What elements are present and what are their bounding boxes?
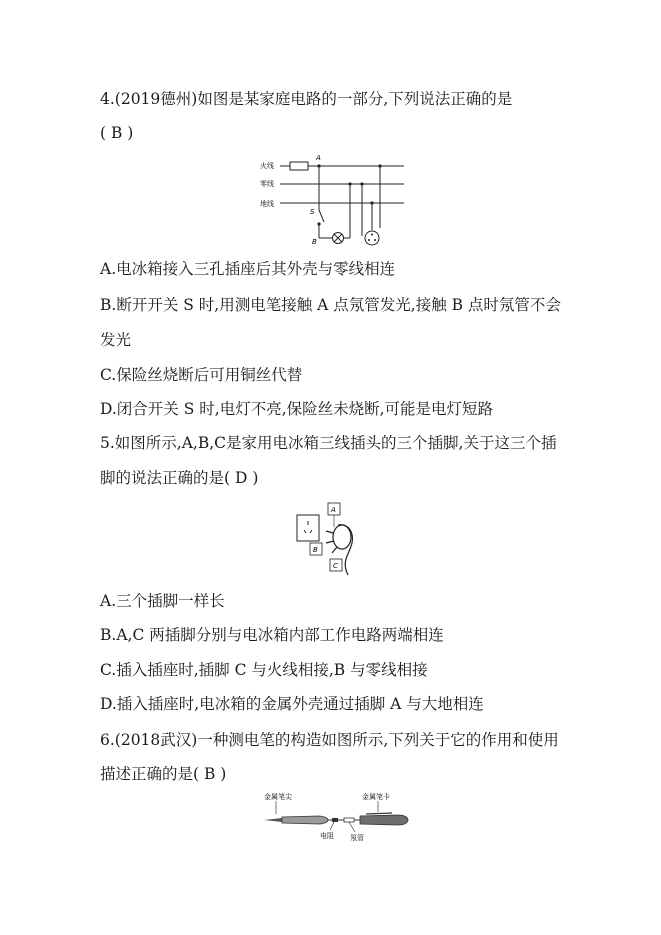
socket-hole-right: [374, 239, 376, 241]
pen-rear-barrel: [360, 815, 408, 825]
plug-pin-a: [326, 531, 333, 533]
socket-icon: [365, 231, 379, 245]
socket-hole-top: [371, 234, 373, 236]
q5-option-d: D.插入插座时,电冰箱的金属外壳通过插脚 A 与大地相连: [100, 695, 484, 713]
q4-option-d: D.闭合开关 S 时,电灯不亮,保险丝未烧断,可能是电灯短路: [100, 400, 494, 418]
wall-socket-icon: [297, 515, 319, 541]
switch-icon: [319, 210, 324, 222]
q6-stem-line2: 描述正确的是( B ): [100, 765, 227, 783]
q5-option-a: A.三个插脚一样长: [100, 592, 225, 610]
leader-resistor: [330, 822, 334, 830]
label-metal-clip: 金属笔卡: [362, 793, 390, 801]
q6-test-pen-figure: [258, 788, 418, 844]
label-c: C: [333, 562, 338, 570]
leader-neon: [349, 822, 355, 832]
resistor-icon: [332, 818, 338, 822]
label-neon-tube: 氖管: [350, 834, 364, 842]
plug-body-icon: [333, 525, 351, 549]
node-socket-neutral: [360, 182, 363, 185]
plug-pin-c: [332, 547, 337, 553]
q4-circuit-figure: [252, 150, 412, 250]
plug-pin-b: [326, 541, 334, 543]
q4-option-b-line2: 发光: [100, 331, 132, 349]
q4-option-b-line1: B.断开开关 S 时,用测电笔接触 A 点氖管发光,接触 B 点时氖管不会: [100, 296, 561, 314]
q5-stem-line2: 脚的说法正确的是( D ): [100, 469, 259, 487]
metal-clip-icon: [366, 813, 392, 814]
label-b: B: [313, 546, 318, 554]
node-lamp-neutral: [348, 182, 351, 185]
node-socket-live: [378, 164, 381, 167]
socket-hole-left: [368, 239, 370, 241]
q4-option-c: C.保险丝烧断后可用铜丝代替: [100, 366, 303, 384]
q5-plug-figure: [292, 497, 374, 579]
metal-tip-icon: [264, 818, 282, 822]
q5-stem-line1: 5.如图所示,A,B,C是家用电冰箱三线插头的三个插脚,关于这三个插: [100, 434, 557, 452]
label-a: A: [331, 506, 336, 514]
point-b-label: B: [312, 238, 317, 246]
q5-option-b: B.A,C 两插脚分别与电冰箱内部工作电路两端相连: [100, 626, 444, 644]
point-a-label: A: [316, 154, 321, 162]
pen-front-barrel: [282, 816, 328, 824]
label-metal-tip: 金属笔尖: [264, 793, 292, 801]
label-resistor: 电阻: [320, 832, 334, 840]
neon-tube-icon: [344, 818, 354, 822]
label-ground-wire: 地线: [260, 200, 274, 208]
q4-answer-bracket: ( B ): [100, 124, 134, 142]
node-socket-ground: [370, 201, 373, 204]
label-live-wire: 火线: [260, 162, 274, 170]
label-neutral-wire: 零线: [260, 180, 274, 188]
q6-stem-line1: 6.(2018武汉)一种测电笔的构造如图所示,下列关于它的作用和使用: [100, 731, 559, 749]
q4-option-a: A.电冰箱接入三孔插座后其外壳与零线相连: [100, 260, 396, 278]
q4-stem-line1: 4.(2019德州)如图是某家庭电路的一部分,下列说法正确的是: [100, 90, 513, 108]
fuse-icon: [290, 162, 308, 170]
switch-s-label: S: [310, 208, 315, 216]
q5-option-c: C.插入插座时,插脚 C 与火线相接,B 与零线相接: [100, 661, 428, 679]
